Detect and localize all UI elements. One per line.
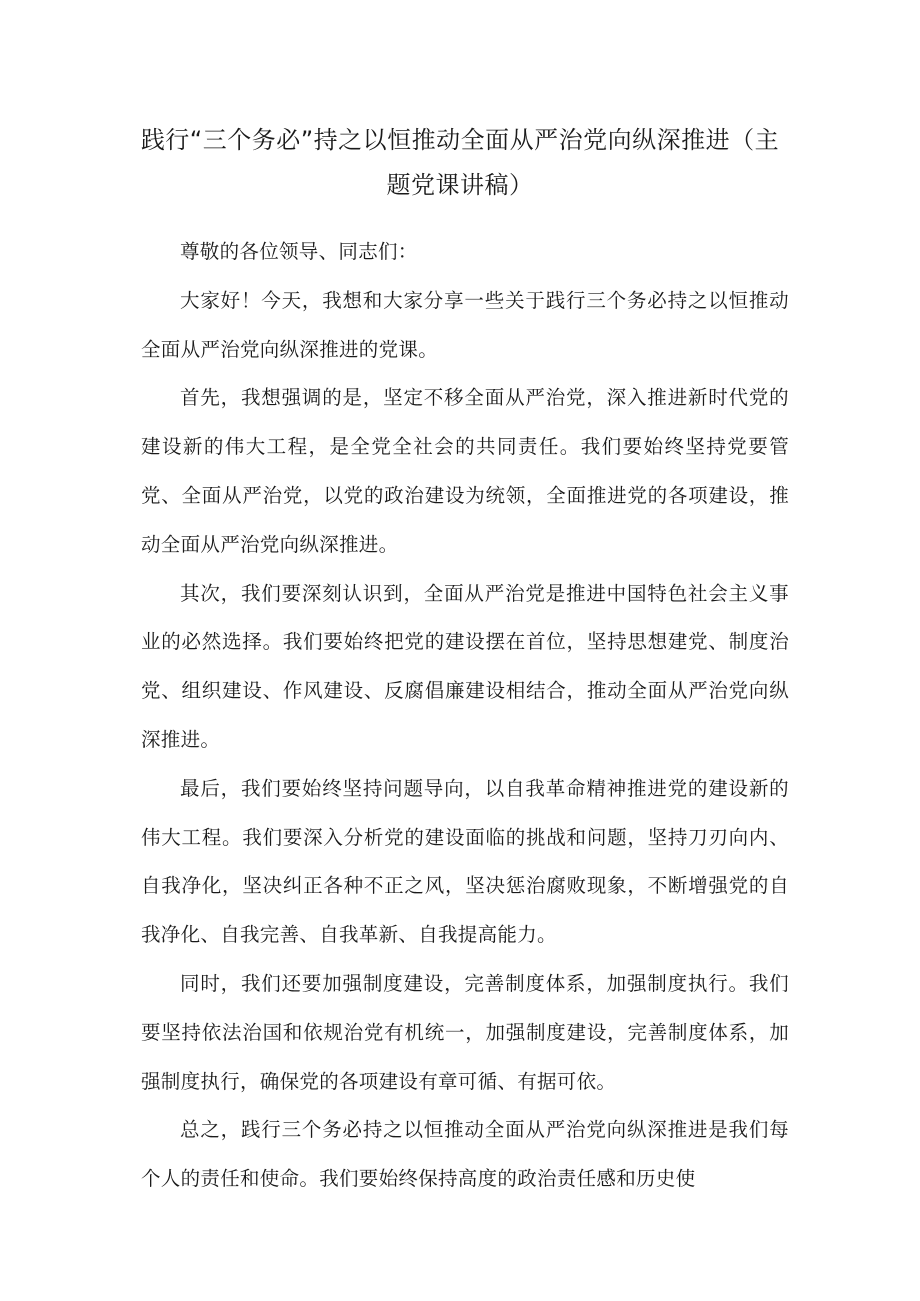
system-building-paragraph: 同时，我们还要加强制度建设，完善制度体系，加强制度执行。我们要坚持依法治国和依规治党有机统一，加强制度建设，完善制度体系，加强制度执行，确保党的各项建设有章可循、有据可依。 (141, 971, 789, 1093)
document-body (141, 228, 789, 1204)
salutation-paragraph: 尊敬的各位领导、同志们： (180, 240, 418, 263)
document-title: 践行“三个务必”持之以恒推动全面从严治党向纵深推进（主题党课讲稿） (140, 126, 780, 199)
greeting-paragraph: 大家好！今天，我想和大家分享一些关于践行三个务必持之以恒推动全面从严治党向纵深推进的党课。 (141, 288, 789, 361)
conclusion-paragraph: 总之，践行三个务必持之以恒推动全面从严治党向纵深推进是我们每个人的责任和使命。我们要始终保持高度的政治责任感和历史使 (141, 1118, 789, 1191)
second-point-paragraph: 其次，我们要深刻认识到，全面从严治党是推进中国特色社会主义事业的必然选择。我们要始终把党的建设摆在首位，坚持思想建党、制度治党、组织建设、作风建设、反腐倡廉建设相结合，推动全面从严治党向纵深推进。 (141, 581, 789, 751)
first-point-paragraph: 首先，我想强调的是，坚定不移全面从严治党，深入推进新时代党的建设新的伟大工程，是全党全社会的共同责任。我们要始终坚持党要管党、全面从严治党，以党的政治建设为统领，全面推进党的各项建设，推动全面从严治党向纵深推进。 (141, 386, 789, 556)
last-point-paragraph: 最后，我们要始终坚持问题导向，以自我革命精神推进党的建设新的伟大工程。我们要深入分析党的建设面临的挑战和问题，坚持刀刃向内、自我净化，坚决纠正各种不正之风，坚决惩治腐败现象，不断增强党的自我净化、自我完善、自我革新、自我提高能力。 (141, 776, 789, 947)
